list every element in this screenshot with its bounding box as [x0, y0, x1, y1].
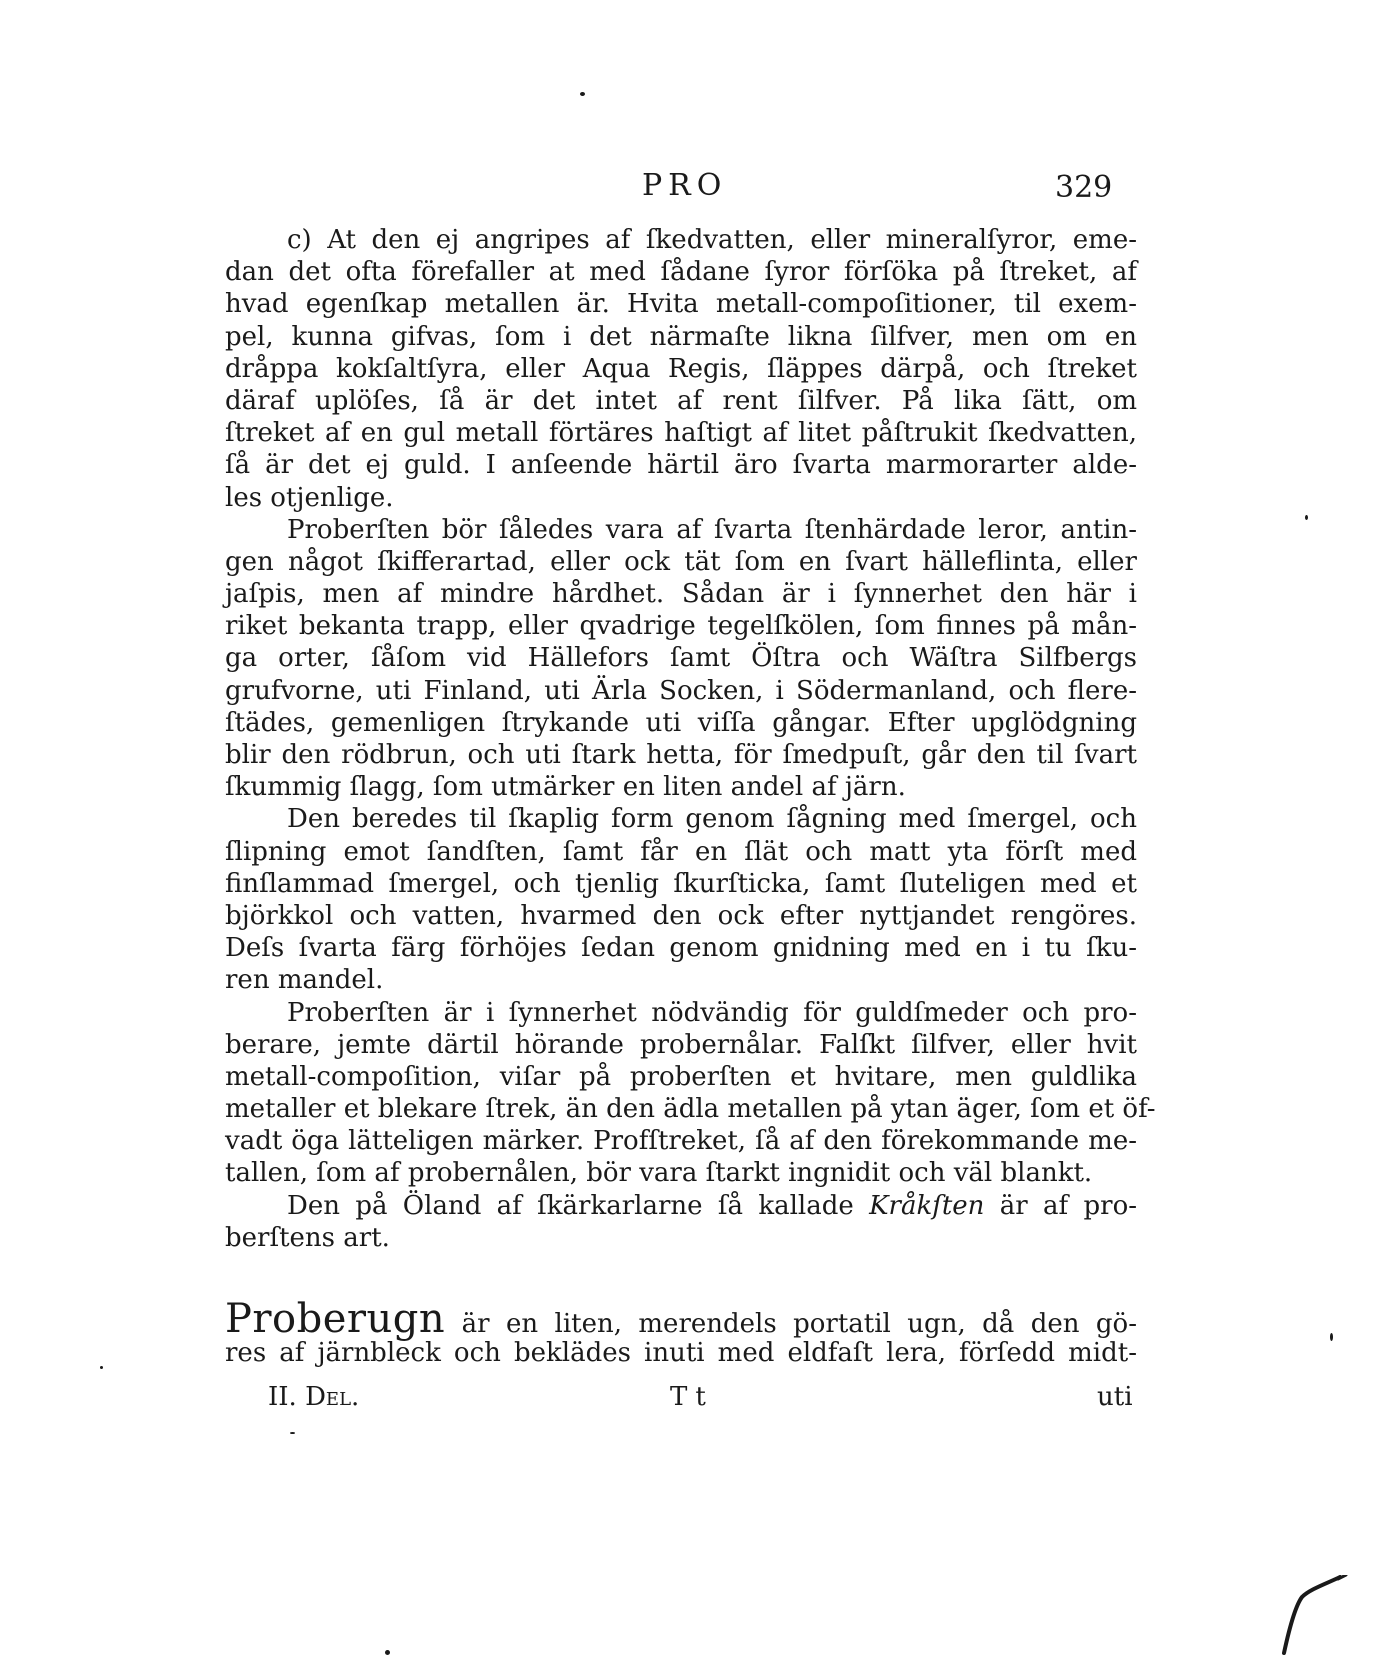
paragraph-5: [225, 1190, 1137, 1254]
text-line: ſkummig ſlagg, ſom utmärker en liten andel af järn.: [225, 772, 906, 803]
paragraph-1: [225, 224, 1137, 514]
speck: [385, 1650, 390, 1655]
body-text: [225, 224, 1156, 1254]
text-line: grufvorne, uti Finland, uti Ärla Socken, i Södermanland, och flere-: [225, 675, 1137, 706]
text-line: vadt öga lätteligen märker. Profſtreket, ſå af den förekommande me-: [225, 1126, 1137, 1157]
text-line: blir den rödbrun, och uti ſtark hetta, för ſmedpuſt, går den til ſvart: [225, 740, 1137, 770]
speck: [580, 92, 585, 96]
entry-text: är en liten, merendels portatil ugn, då den gö-: [445, 1309, 1137, 1339]
speck: [1305, 515, 1308, 520]
text-line: riket bekanta trapp, eller qvadrige tegelſkölen, ſom finnes på mån-: [225, 611, 1137, 642]
text-line: ſtreket af en gul metall förtäres haſtigt af litet påſtrukit ſkedvatten,: [225, 418, 1137, 449]
dictionary-entry: [225, 1296, 1137, 1370]
signature-mark: Tt: [670, 1382, 714, 1412]
text-line: les otjenlige.: [225, 482, 394, 513]
paragraph-3: [225, 803, 1137, 996]
text-line: Proberſten bör ſåledes vara af ſvarta ſtenhärdade leror, antin-: [287, 514, 1137, 545]
text-segment: Den på Öland af ſkärkarlarne ſå kallade: [287, 1190, 870, 1221]
text-line: Deſs ſvarta färg förhöjes ſedan genom gnidning med en i tu ſku-: [225, 933, 1137, 964]
text-line: gen något ſkifferartad, eller ock tät ſom en ſvart hälleflinta, eller: [225, 546, 1137, 577]
entry-line: res af järnbleck och beklädes inuti med eldfaſt lera, förſedd midt-: [225, 1338, 1137, 1368]
paragraph-2: [225, 514, 1137, 804]
speck: [290, 1432, 295, 1434]
speck: [1330, 1333, 1333, 1341]
volume-numeral: II.: [268, 1382, 297, 1412]
text-line: ga orter, ſåſom vid Hällefors ſamt Öſtra och Wäſtra Silfbergs: [225, 643, 1137, 674]
text-line: Proberſten är i ſynnerhet nödvändig för guldſmeder och pro-: [287, 997, 1137, 1028]
text-line: dråppa kokſaltſyra, eller Aqua Regis, ſläppes därpå, och ſtreket: [225, 353, 1137, 384]
text-line: berare, jemte därtil hörande probernålar. Falſkt ſilfver, eller hvit: [225, 1029, 1137, 1060]
text-line: tallen, ſom af probernålen, bör vara ſtarkt ingnidit och väl blankt.: [225, 1158, 1093, 1189]
catchword: uti: [1097, 1382, 1133, 1412]
text-line: däraf uplöſes, ſå är det intet af rent ſilfver. På lika ſätt, om: [225, 385, 1137, 416]
text-line: [225, 1190, 1137, 1222]
volume-part: [268, 1382, 359, 1412]
text-line: ſtädes, gemenligen ſtrykande uti viſſa gångar. Efter upglödgning: [225, 707, 1137, 738]
entry-line: [225, 1296, 1137, 1342]
text-line: metall-compoſition, viſar på proberſten et hvitare, men guldlika: [225, 1061, 1137, 1092]
text-line: ſlipning emot ſandſten, ſamt får en ſlät och matt yta förſt med: [225, 836, 1137, 867]
text-line: hvad egenſkap metallen är. Hvita metall-compoſitioner, til exem-: [225, 289, 1137, 320]
paragraph-4: [225, 997, 1156, 1190]
running-head: [0, 168, 1400, 212]
text-line: pel, kunna gifvas, ſom i det närmaſte likna ſilfver, men om en: [225, 321, 1137, 352]
text-line: ren mandel.: [225, 965, 384, 996]
running-head-title: PRO: [642, 168, 728, 203]
speck: [100, 1366, 103, 1369]
text-line: finſlammad ſmergel, och tjenlig ſkurſticka, ſamt ſluteligen med et: [225, 868, 1137, 899]
page-number: 329: [1055, 170, 1113, 205]
volume-word: Del.: [305, 1382, 360, 1412]
text-line: jaſpis, men af mindre hårdhet. Sådan är i ſynnerhet den här i: [225, 579, 1137, 610]
entry-headword: Proberugn: [225, 1296, 446, 1342]
text-line: dan det ofta förefaller at med ſådane ſyror förſöka på ſtreket, af: [225, 257, 1137, 288]
text-line: metaller et blekare ſtrek, än den ädla metallen på ytan äger, ſom et öf-: [225, 1094, 1156, 1125]
text-segment: är af pro-: [984, 1190, 1138, 1221]
pen-stroke-mark: [1280, 1575, 1360, 1655]
text-line: björkkol och vatten, hvarmed den ock efter nyttjandet rengöres.: [225, 900, 1137, 931]
text-line: c) At den ej angripes af ſkedvatten, eller mineralſyror, eme-: [287, 225, 1137, 255]
text-line: Den beredes til ſkaplig form genom ſågning med ſmergel, och: [287, 804, 1137, 835]
page-footer: [0, 1382, 1400, 1418]
italic-term: Kråkſten: [869, 1190, 985, 1221]
text-line: berſtens art.: [225, 1222, 390, 1253]
text-line: ſå är det ej guld. I anſeende härtil äro ſvarta marmorarter alde-: [225, 450, 1137, 481]
